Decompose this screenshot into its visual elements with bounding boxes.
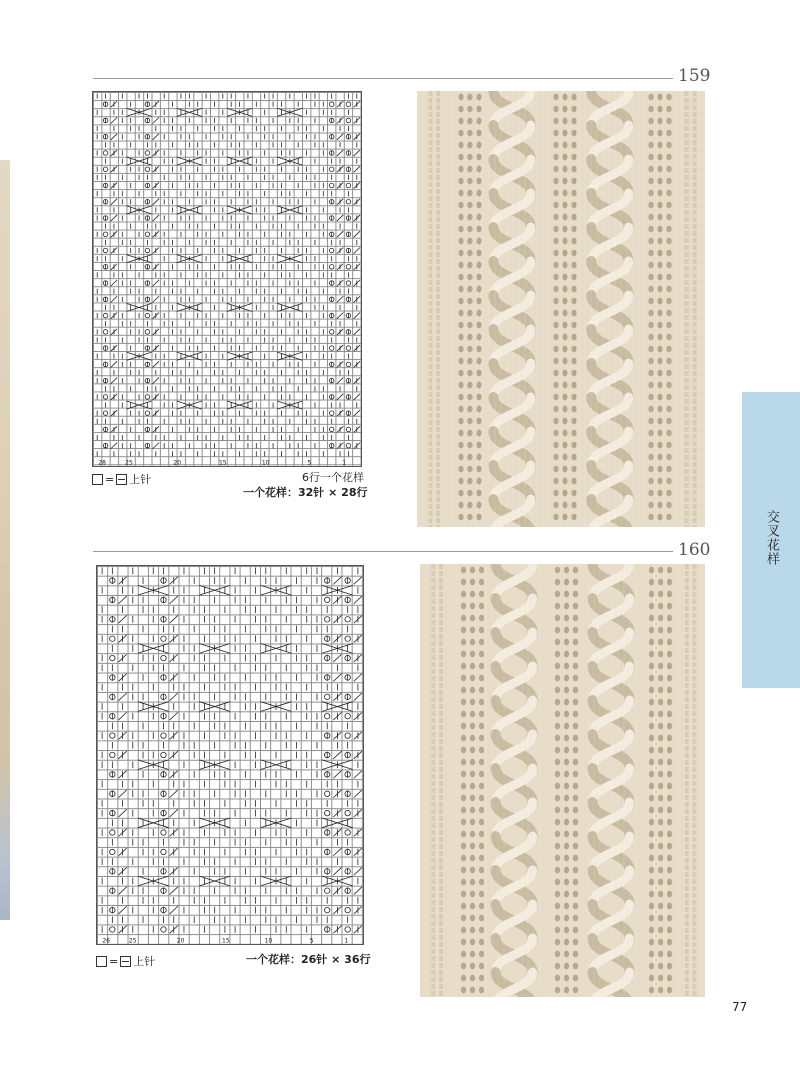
pattern-160-number: 160 <box>678 540 711 560</box>
chart-column-number: 26 <box>102 937 110 944</box>
chart-column-number: 1 <box>342 459 347 466</box>
chart-column-number: 5 <box>309 937 314 944</box>
pattern-159-chart <box>92 91 362 467</box>
legend-equals: = <box>105 472 115 486</box>
pattern-159-stitch-label: 一个花样：32针 × 28行 <box>243 486 368 499</box>
chart-column-number: 1 <box>344 937 349 944</box>
page-number: 77 <box>732 1000 748 1014</box>
chart-column-number: 25 <box>128 937 137 944</box>
chart-column-number: 10 <box>261 459 270 466</box>
chart-column-number: 25 <box>125 459 133 466</box>
legend-purl-label: 上针 <box>129 473 152 486</box>
pattern-159-stitch-count <box>243 484 368 500</box>
chart-column-number: 28 <box>98 459 107 466</box>
chart-column-number: 10 <box>264 937 273 944</box>
legend-purl-label: 上针 <box>133 955 156 968</box>
pattern-160-photo <box>420 564 705 997</box>
facing-page-edge <box>0 160 10 920</box>
pattern-160-stitch-count <box>246 951 371 967</box>
knit-box-icon <box>92 474 103 485</box>
chart-column-number: 5 <box>307 459 312 466</box>
purl-box-icon <box>116 474 127 485</box>
pattern-159-knit-image <box>417 91 705 527</box>
chart-column-number: 20 <box>176 937 185 944</box>
pattern-160-stitch-label: 一个花样：26针 × 36行 <box>246 953 371 966</box>
pattern-160-chart <box>96 565 364 945</box>
chart-column-number: 15 <box>218 459 227 466</box>
pattern-159-number: 159 <box>678 66 711 86</box>
chart-column-number: 20 <box>173 459 182 466</box>
purl-box-icon <box>120 956 131 967</box>
chart-column-number: 15 <box>222 937 230 944</box>
pattern-159-legend <box>92 471 151 487</box>
pattern-160-chart-symbols <box>97 566 363 944</box>
pattern-159-rule <box>93 78 673 79</box>
pattern-160-legend <box>96 953 155 969</box>
knit-box-icon <box>96 956 107 967</box>
legend-equals: = <box>109 954 119 968</box>
pattern-159-repeat-note: 6行一个花样 <box>302 471 364 484</box>
pattern-159-chart-symbols <box>93 92 361 466</box>
pattern-160-rule <box>93 551 673 552</box>
section-tab-label: 交叉花样 <box>764 510 779 566</box>
pattern-159-photo <box>417 91 705 527</box>
pattern-160-knit-image <box>420 564 705 997</box>
